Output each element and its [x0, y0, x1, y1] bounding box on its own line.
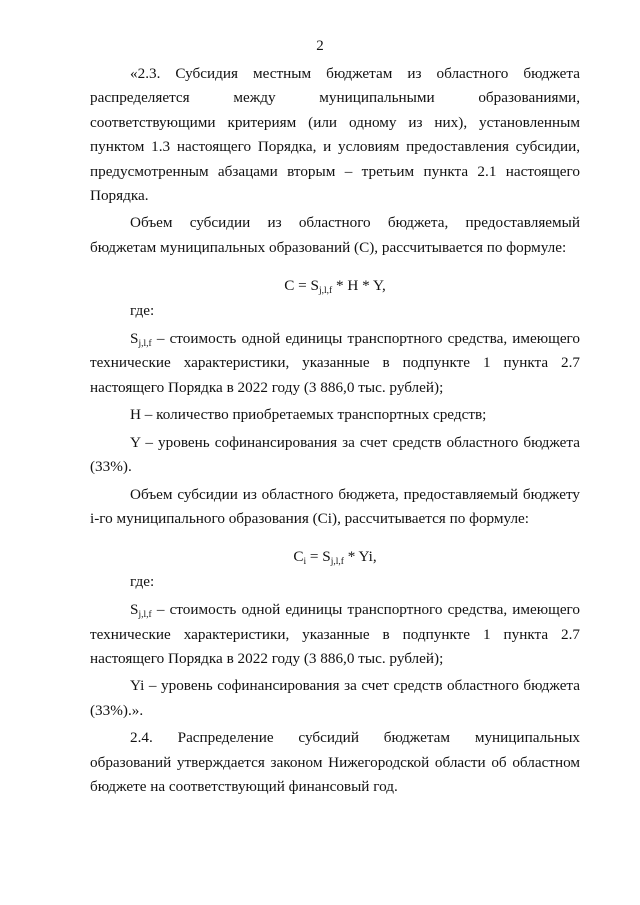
paragraph-2-3: «2.3. Субсидия местным бюджетам из областного бюджета распределяется между муниципальными образованиями, соответствующими критериям (или одному из них), установленным пунктом 1.3 настоящего Порядка, и условиям предоставления субсидии, предусмотренным абзацами вторым – третьим пункта 2.1 настоящего Порядка.	[90, 65, 580, 205]
formula-total-subsidy: $C = S_{j,l,f} * H * Y$,	[284, 277, 386, 297]
formula-subsidy-i: $C_i = S_{j,l,f} * Yi$,	[293, 548, 377, 568]
definition-cofinancing-i: Yi – уровень софинансирования за счет средств областного бюджета (33%).».	[90, 677, 580, 719]
paragraph-2-4: 2.4. Распределение субсидий бюджетам муниципальных образований утверждается законом Нижегородской области об областном бюджете на соответствующий финансовый год.	[90, 729, 580, 795]
paragraph-subsidy-volume-i: Объем субсидии из областного бюджета, предоставляемый бюджету i-го муниципального образования (Ci), рассчитывается по формуле:	[90, 485, 580, 527]
where-label-2: где:	[130, 572, 155, 590]
definition-quantity: H – количество приобретаемых транспортных средств;	[130, 406, 487, 424]
definition-cost-unit: $S_{j,l,f}$ – стоимость одной единицы транспортного средства, имеющего технические характеристики, указанные в подпункте 1 пункта 2.7 настоящего Порядка в 2022 году (3 886,0 тыс. рублей);	[90, 330, 580, 396]
page-number: 2	[316, 38, 324, 54]
definition-cofinancing: Y – уровень софинансирования за счет средств областного бюджета (33%).	[90, 433, 580, 476]
document-body	[90, 62, 580, 799]
paragraph-subsidy-volume: Объем субсидии из областного бюджета, предоставляемый бюджетам муниципальных образований (С), рассчитывается по формуле:	[90, 214, 580, 256]
definition-cost-unit-2: $S_{j,l,f}$ – стоимость одной единицы транспортного средства, имеющего технические характеристики, указанные в подпункте 1 пункта 2.7 настоящего Порядка в 2022 году (3 886,0 тыс. рублей);	[90, 601, 580, 667]
where-label: где:	[130, 301, 155, 319]
